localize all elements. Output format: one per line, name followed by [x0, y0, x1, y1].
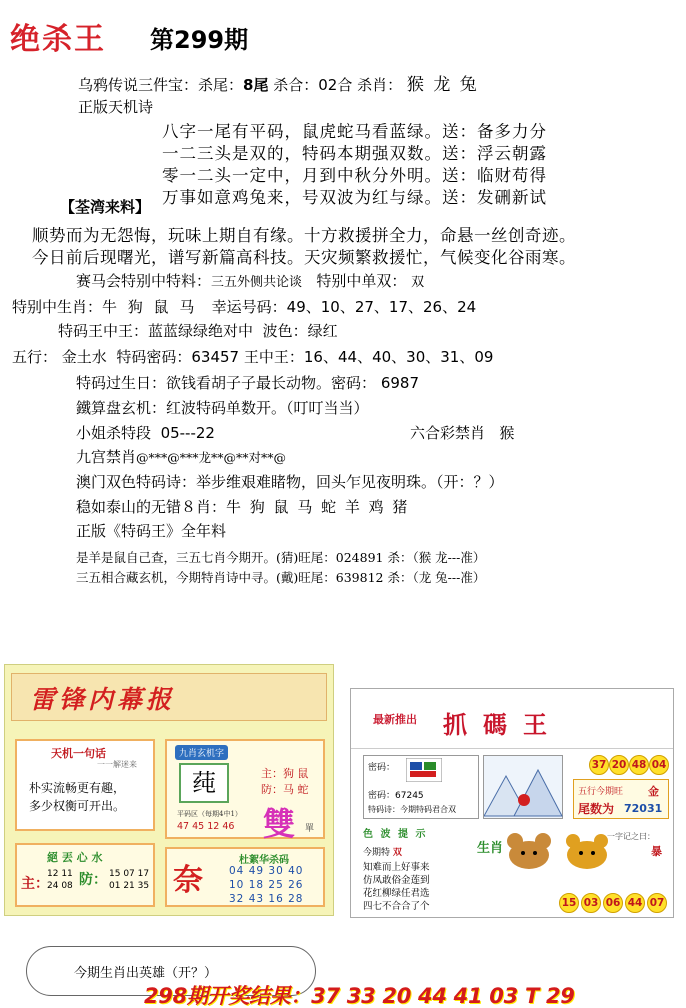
lucky-number-value: 49、10、27、17、26、24 — [286, 298, 477, 316]
poem-line-4: 万事如意鸡兔来，号双波为红与绿。送：发硎新试 — [162, 188, 547, 207]
poem-line-1: 八字一尾有平码，鼠虎蛇马看蓝绿。送：备多力分 — [162, 122, 547, 141]
bubble-text: 今期生肖出英雄（开？） — [74, 966, 218, 981]
lhc-ban-value: 猴 — [499, 424, 515, 442]
five-elements-label: 五行： — [12, 348, 58, 366]
brand-title: 绝杀王 — [10, 22, 106, 57]
five-elements-panel — [573, 779, 669, 819]
absolute-tips-nums-2: 24 08 — [47, 881, 73, 891]
leifeng-banner — [11, 673, 327, 721]
annual-title: 正版《特码王》全年料 — [76, 522, 227, 540]
nine-zodiac-main: 主：狗 鼠 — [261, 767, 309, 780]
nine-zodiac-nums: 47 45 12 46 — [177, 821, 235, 832]
birthday-value: 欲钱看胡子子最长动物。密码： — [166, 374, 377, 392]
password-label: 密码： — [368, 763, 396, 773]
birthday-label: 特码过生日： — [76, 374, 167, 392]
king-value: 蓝蓝绿绿绝对中 — [148, 322, 254, 340]
macau-line — [76, 471, 504, 492]
single-glyph: 單 — [305, 824, 315, 834]
kill-zodiac-label: 杀肖： — [357, 76, 403, 94]
bottom-ball-4: 44 — [625, 893, 645, 913]
nine-zodiac-box — [165, 739, 325, 843]
one-word-label: 一字记之曰： — [607, 832, 655, 841]
color-tip-tags: 色 波 提 示 — [363, 829, 428, 840]
right-poem-3: 花红柳绿任君选 — [363, 888, 430, 899]
horse-club-value: 三五外侧共论谈 — [211, 275, 303, 290]
abacus-label: 鐵算盘玄机： — [76, 399, 167, 417]
leifeng-title: 雷锋内幕报 — [30, 685, 176, 714]
illustration-panel — [483, 755, 563, 819]
miss-kill-line — [76, 422, 215, 443]
tianji-poem-title: 正版天机诗 — [78, 98, 154, 116]
wave-value: 绿红 — [307, 322, 338, 340]
one-word-sub: 一一解迷来 — [97, 760, 137, 769]
tail-label: 尾数为 — [578, 802, 615, 816]
macau-value: 举步维艰难睹物，回头乍见夜明珠。（开：？） — [196, 473, 504, 491]
tv-logo-icon — [406, 758, 442, 782]
lhc-ban-label: 六合彩禁肖 — [410, 424, 486, 442]
issue-number: 第299期 — [150, 26, 249, 54]
one-word-value: 暴 — [651, 845, 662, 858]
absolute-tips-guard: 防： — [79, 872, 107, 888]
zhuamawang-banner — [351, 689, 673, 749]
tail-value: 72031 — [624, 802, 663, 815]
king-line — [58, 320, 338, 341]
five-elements-metal: 金 — [648, 785, 659, 798]
kill-code-title: 杜絮华杀码 — [239, 855, 289, 866]
special-zodiac-label: 特别中生肖： — [12, 298, 103, 316]
right-poem-2: 仿凤敢俗金莲到 — [363, 875, 430, 886]
zodiac-label: 生肖 — [477, 841, 504, 856]
tsuen-wan-line-2: 今日前后现曙光，谱写新篇高科技。天灾频繁救援忙，气候变化谷雨寒。 — [32, 248, 576, 267]
zhuamawang-title: 抓碼王 — [443, 710, 563, 739]
absolute-tips-main: 主： — [21, 876, 49, 892]
lucky-number-label: 幸运号码： — [211, 298, 287, 316]
nine-palace-value: @***@***龙**@**对**@ — [136, 450, 287, 465]
leifeng-poster — [4, 664, 334, 916]
lhc-ban-line — [410, 422, 514, 443]
special-code-value: 63457 — [191, 348, 240, 366]
miss-kill-label: 小姐杀特段 — [76, 424, 152, 442]
one-word-text-1: 朴实流畅更有趣， — [29, 781, 126, 795]
absolute-tips-box — [15, 843, 155, 907]
three-treasures-line — [78, 70, 479, 95]
five-elements-value: 金土水 — [61, 348, 107, 366]
top-ball-1: 37 — [589, 755, 609, 775]
poem-line-2: 一二三头是双的，特码本期强双数。送：浮云朝露 — [162, 144, 547, 163]
single-double-line: 今期特 双 — [363, 848, 402, 858]
five-elements-text: 五行今期旺 — [578, 787, 624, 797]
wave-label: 波色： — [262, 322, 308, 340]
nine-palace-line — [76, 446, 286, 467]
absolute-tips-nums-4: 01 21 35 — [109, 881, 150, 891]
one-word-text-2: 多少权衡可开出。 — [29, 799, 126, 813]
abacus-value: 红波特码单数开。（叮叮当当） — [166, 399, 369, 417]
taishan-label: 稳如泰山的无错８肖： — [76, 498, 227, 516]
bottom-ball-5: 07 — [647, 893, 667, 913]
password-value: 密码：67245 — [368, 791, 424, 801]
nine-zodiac-range: 平码区（每期4中1） — [177, 810, 242, 818]
kill-combo: 02合 — [318, 76, 353, 94]
kill-zodiac: 猴 龙 兔 — [406, 75, 479, 95]
nine-palace-label: 九宫禁肖 — [76, 448, 137, 466]
mountain-illustration-icon — [484, 756, 564, 820]
absolute-tips-nums-3: 15 07 17 — [109, 869, 150, 879]
three-treasures-label: 乌鸦传说三件宝：杀尾： — [78, 76, 244, 94]
tsuen-wan-line-1: 顺势而为无怨悔，玩味上期自有缘。十方救援拼全力，命悬一丝创奇迹。 — [32, 226, 576, 245]
special-single-label: 特别中单双： — [316, 272, 407, 290]
bottom-ball-1: 15 — [559, 893, 579, 913]
one-word-title: 天机一句话 — [51, 747, 106, 760]
horse-club-line — [76, 270, 424, 291]
right-poem-1: 知难而上好事来 — [363, 862, 430, 873]
macau-label: 澳门双色特码诗： — [76, 473, 197, 491]
kill-combo-label: 杀合： — [273, 76, 319, 94]
top-ball-3: 48 — [629, 755, 649, 775]
kill-tail: 8尾 — [243, 76, 269, 94]
lottery-result: 298期开奖结果：37 33 20 44 41 03 T 29 — [144, 984, 575, 1008]
five-elements-line — [12, 346, 493, 367]
nine-zodiac-guard: 防：马 蛇 — [261, 783, 309, 796]
special-poem-field: 特码诗：今期特码君合双 — [368, 805, 456, 814]
wzw-label: 王中王： — [243, 348, 304, 366]
special-zodiac-value: 牛 狗 鼠 马 — [102, 298, 198, 316]
verse-line-2: 三五相合藏玄机，今期特肖诗中寻。(戴)旺尾：639812 杀：（龙 兔---准） — [76, 570, 486, 585]
special-code-label: 特码密码： — [116, 348, 192, 366]
password-panel — [363, 755, 479, 819]
birthday-line — [76, 372, 419, 393]
one-word-box — [15, 739, 155, 831]
absolute-tips-title: 絕 丟 心 水 — [47, 851, 103, 864]
special-zodiac-line — [12, 296, 476, 317]
nine-zodiac-tag: 九肖玄机字 — [175, 745, 228, 760]
kill-code-row-1: 04 49 30 40 — [229, 865, 304, 877]
top-ball-2: 20 — [609, 755, 629, 775]
right-poem-4: 四七不合合了个 — [363, 901, 430, 912]
kill-code-glyph: 奈 — [173, 863, 203, 898]
bottom-ball-3: 06 — [603, 893, 623, 913]
birthday-code: 6987 — [380, 374, 419, 392]
king-label: 特码王中王： — [58, 322, 149, 340]
taishan-value: 牛 狗 鼠 马 蛇 羊 鸡 猪 — [226, 498, 410, 516]
tsuen-wan-section-title: 【荃湾来料】 — [60, 198, 151, 216]
kill-code-row-3: 32 43 16 28 — [229, 893, 304, 905]
absolute-tips-nums-1: 12 11 — [47, 869, 73, 879]
double-glyph: 雙 — [263, 805, 296, 843]
bottom-ball-2: 03 — [581, 893, 601, 913]
top-ball-4: 04 — [649, 755, 669, 775]
mouse-cartoon-icon — [499, 829, 559, 873]
wzw-value: 16、44、40、30、31、09 — [303, 348, 494, 366]
taishan-line — [76, 496, 409, 517]
horse-club-label: 赛马会特别中特料： — [76, 272, 212, 290]
zhuamawang-poster — [350, 688, 674, 918]
nine-zodiac-glyph: 莼 — [179, 763, 229, 803]
poem-line-3: 零一二头一定中，月到中秋分外明。送：临财苟得 — [162, 166, 547, 185]
abacus-line — [76, 397, 369, 418]
kill-code-row-2: 10 18 25 26 — [229, 879, 304, 891]
miss-kill-value: 05---22 — [160, 424, 215, 442]
new-release-tag: 最新推出 — [373, 713, 417, 726]
kill-code-box — [165, 847, 325, 907]
verse-line-1: 是羊是鼠自己查，三五七肖今期开。(猜)旺尾：024891 杀：（猴 龙---准） — [76, 550, 486, 565]
special-single-value: 双 — [411, 275, 425, 290]
